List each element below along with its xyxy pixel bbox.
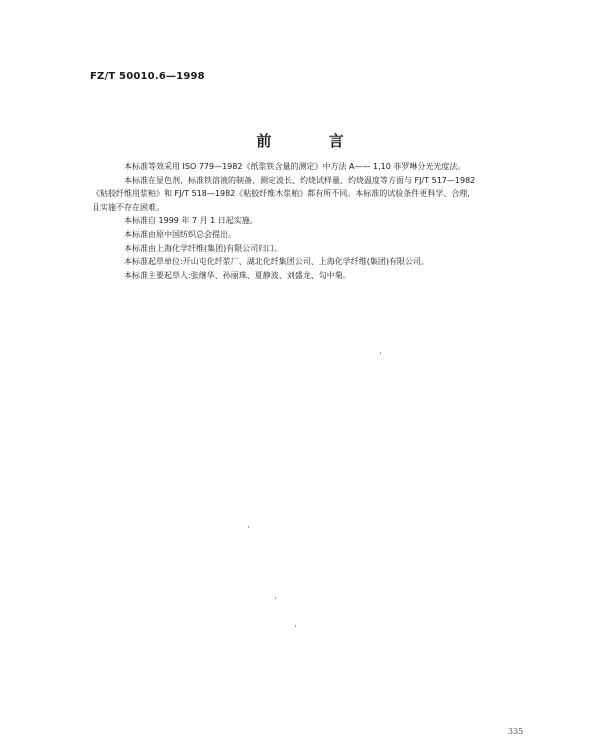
paragraph-effective-date: 本标准自 1999 年 7 月 1 日起实施。 — [124, 216, 258, 226]
paragraph-differences-end: 且实施不存在困难。 — [92, 202, 164, 212]
paragraph-equivalence: 本标准等效采用 ISO 779—1982《纸浆铁含量的测定》中方法 A—— 1,10 菲罗啉分光光度法。 — [124, 162, 466, 171]
scan-speck — [295, 625, 296, 627]
paragraph-drafters: 本标准主要起草人:张继华、孙丽珠、夏静波、刘盛龙、勾中菊。 — [124, 270, 351, 280]
page-title: 前 言 — [256, 132, 370, 150]
paragraph-differences: 本标准在显色剂、标准铁溶液的制备、测定波长、灼烧试样量、灼烧温度等方面与 FJ/T 517—1982 — [124, 175, 476, 185]
standard-code: FZ/T 50010.6—1998 — [90, 71, 205, 82]
paragraph-differences-cont: 《粘胶纤维用浆粕》和 FJ/T 518—1982《粘胶纤维木浆粕》都有所不同。本标准的试验条件更科学、合理, — [92, 189, 470, 199]
scan-speck — [275, 597, 276, 599]
paragraph-drafting-units: 本标准起草单位:开山屯化纤浆厂、湖北化纤集团公司、上海化学纤维(集团)有限公司。 — [124, 257, 429, 267]
paragraph-proposer: 本标准由原中国纺织总会提出。 — [124, 229, 236, 239]
scan-speck — [380, 352, 381, 354]
foreword-body — [92, 160, 548, 282]
paragraph-administrator: 本标准由上海化学纤维(集团)有限公司归口。 — [124, 243, 283, 253]
scan-speck — [248, 526, 249, 528]
page-number: 335 — [508, 727, 524, 736]
